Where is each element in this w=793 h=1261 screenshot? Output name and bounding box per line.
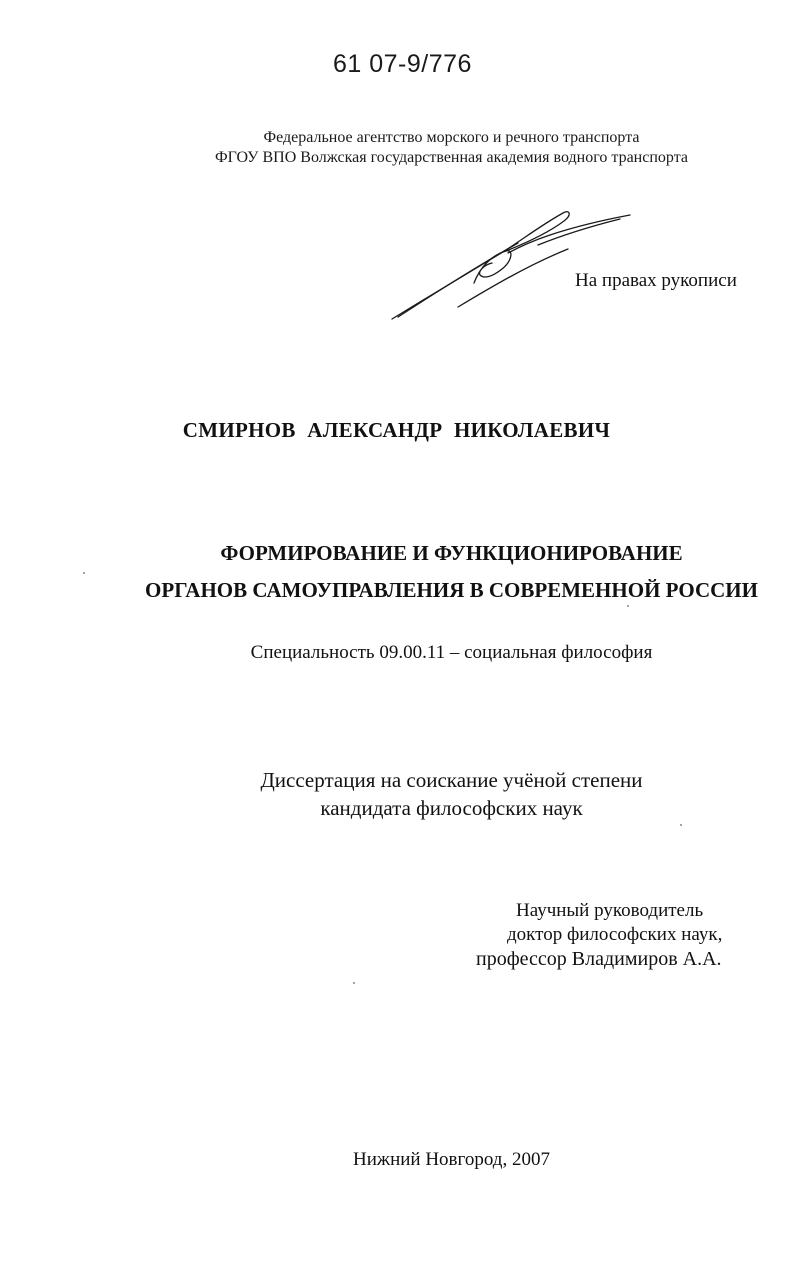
archive-code: 61 07-9/776 [333, 50, 472, 78]
handwritten-signature [388, 205, 638, 325]
dissertation-type-line-2: кандидата философских наук [320, 796, 583, 820]
manuscript-rights-note: На правах рукописи [575, 270, 737, 291]
scan-speck [680, 824, 682, 826]
scan-speck [627, 605, 629, 607]
title-line-2: ОРГАНОВ САМОУПРАВЛЕНИЯ В СОВРЕМЕННОЙ РОССИИ [145, 578, 758, 602]
dissertation-type-line-1: Диссертация на соискание учёной степени [260, 768, 643, 792]
academy-name: ФГОУ ВПО Волжская государственная академия водного транспорта [215, 149, 688, 166]
city-year: Нижний Новгород, 2007 [353, 1149, 550, 1170]
agency-name: Федеральное агентство морского и речного транспорта [263, 129, 640, 146]
scan-speck [353, 982, 355, 984]
scan-speck [83, 572, 85, 574]
supervisor-label: Научный руководитель [516, 900, 704, 921]
title-line-1: ФОРМИРОВАНИЕ И ФУНКЦИОНИРОВАНИЕ [220, 541, 683, 565]
specialty: Специальность 09.00.11 – социальная философия [250, 642, 653, 663]
supervisor-name: профессор Владимиров А.А. [476, 948, 722, 970]
author-name: СМИРНОВ АЛЕКСАНДР НИКОЛАЕВИЧ [182, 418, 611, 442]
supervisor-degree: доктор философских наук, [507, 924, 723, 945]
